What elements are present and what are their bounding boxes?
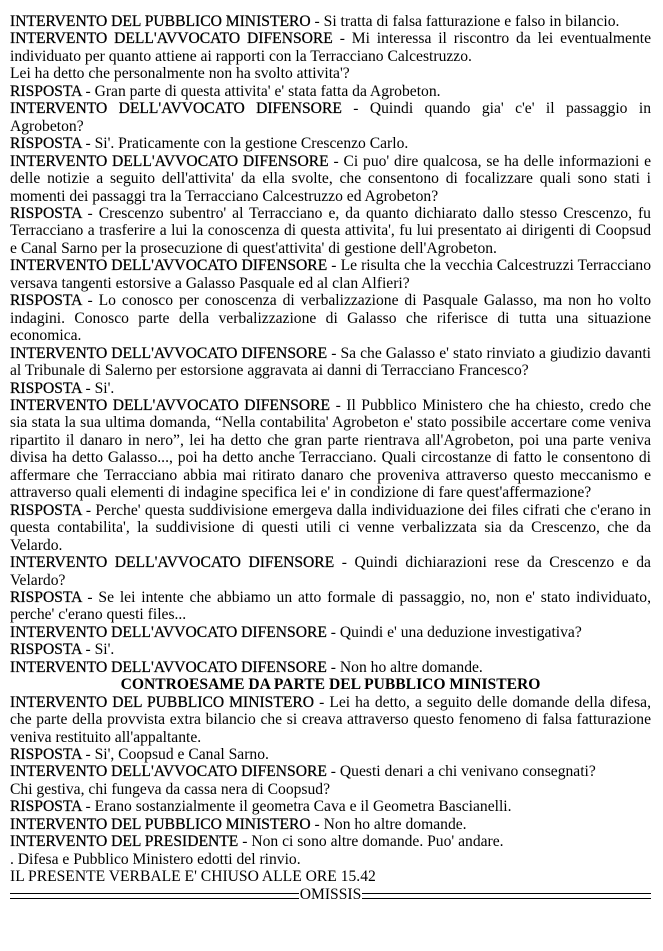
- question-paragraph: [10, 100, 651, 135]
- speaker-label: INTERVENTO DELL'AVVOCATO DIFENSORE: [10, 396, 331, 414]
- utterance-text: Lo conosco per conoscenza di verbalizzazione di Pasquale Galasso, ma non ho volto indagini. Conosco parte della verbalizzazione di Galasso che riferisce di tutta una situazione economica.: [10, 292, 651, 345]
- question-paragraph: [10, 554, 651, 589]
- utterance-text: Si', Coopsud e Canal Sarno.: [94, 746, 269, 764]
- speaker-label: RISPOSTA: [10, 798, 82, 816]
- utterance-text: Perche' questa suddivisione emergeva dalla individuazione dei files cifrati che c'erano in questa contabilita', la suddivisione di questi utili ci venne verbalizzata sia da Crescenzo, che da Velardo.: [10, 501, 651, 554]
- speaker-separator: -: [334, 554, 355, 572]
- speaker-label: INTERVENTO DEL PRESIDENTE: [10, 833, 239, 851]
- question-paragraph: [10, 257, 651, 292]
- speaker-label: RISPOSTA: [10, 292, 82, 310]
- speaker-separator: -: [310, 815, 324, 833]
- speaker-separator: -: [81, 379, 95, 397]
- speaker-separator: -: [238, 833, 252, 851]
- utterance-text: Non ho altre domande.: [323, 815, 467, 833]
- speaker-label: INTERVENTO DELL'AVVOCATO DIFENSORE: [10, 30, 333, 48]
- speaker-label: INTERVENTO DEL PUBBLICO MINISTERO: [10, 693, 315, 711]
- speaker-label: RISPOSTA: [10, 588, 82, 606]
- utterance-text: Se lei intente che abbiamo un atto formale di passaggio, no, non e' stato individuato, perche' c'erano questi files...: [10, 588, 651, 624]
- speaker-label: INTERVENTO DEL PUBBLICO MINISTERO: [10, 13, 311, 30]
- utterance-text: Sa che Galasso e' stato rinviato a giudizio davanti al Tribunale di Salerno per estorsione aggravata ai danni di Terracciano Francesco?: [10, 344, 651, 380]
- utterance-text: Quindi e' una deduzione investigativa?: [339, 623, 582, 641]
- speaker-label: INTERVENTO DELL'AVVOCATO DIFENSORE: [10, 152, 329, 170]
- question-paragraph: [10, 345, 651, 380]
- text-paragraph: [10, 781, 651, 798]
- utterance-text: Crescenzo subentro' al Terracciano e, da quanto dichiarato dallo stesso Crescenzo, fu Terracciano a trasferire a lui la conoscenza di questa attivita', fu lui presentato ai dirigenti di Coopsud e Canal Sarno per la prosecuzione di quest'attivita' di gestione dell'Agrobeton.: [10, 204, 651, 257]
- text-paragraph: [10, 65, 651, 82]
- speaker-label: RISPOSTA: [10, 501, 82, 519]
- answer-paragraph: [10, 502, 651, 554]
- speaker-separator: -: [81, 135, 95, 153]
- utterance-text: Quindi quando gia' c'e' il passaggio in Agrobeton?: [10, 100, 651, 135]
- speaker-label: INTERVENTO DELL'AVVOCATO DIFENSORE: [10, 658, 327, 676]
- answer-paragraph: [10, 746, 651, 763]
- utterance-text: Mi interessa il riscontro da lei eventualmente individuato per quanto attiene ai rapporti con la Terracciano Calcestruzzo.: [10, 30, 651, 65]
- speaker-separator: -: [314, 693, 330, 711]
- speaker-separator: -: [81, 746, 95, 764]
- speaker-label: INTERVENTO DELL'AVVOCATO DIFENSORE: [10, 763, 327, 781]
- answer-paragraph: [10, 380, 651, 397]
- answer-paragraph: [10, 589, 651, 624]
- speaker-separator: -: [341, 100, 370, 118]
- question-paragraph: [10, 694, 651, 746]
- speaker-separator: -: [326, 763, 340, 781]
- speaker-label: INTERVENTO DELL'AVVOCATO DIFENSORE: [10, 344, 328, 362]
- question-paragraph: [10, 153, 651, 205]
- utterance-text: Questi denari a chi venivano consegnati?: [339, 763, 596, 781]
- speaker-separator: -: [81, 798, 95, 816]
- utterance-text: Gran parte di questa attivita' e' stata fatta da Agrobeton.: [94, 82, 441, 100]
- speaker-separator: -: [327, 257, 341, 275]
- utterance-text: . Difesa e Pubblico Ministero edotti del rinvio.: [10, 850, 301, 868]
- utterance-text: Non ci sono altre domande. Puo' andare.: [251, 833, 504, 851]
- speaker-separator: -: [330, 396, 347, 414]
- speaker-separator: -: [81, 204, 99, 222]
- utterance-text: Si'.: [94, 379, 115, 397]
- utterance-text: Il Pubblico Ministero che ha chiesto, credo che sia stata la sua ultima domanda, “Nella contabilita' Agrobeton e' stato possibile accertare come veniva ripartito il danaro in nero”, lei ha detto che gran parte rientrava all'Agrobeton, poi una parte veniva divisa ha detto Galasso..., poi ha detto anche Terracciano. Quali circostanze di fatto le consentono di affermare che Terracciano abbia mai ritirato danaro che proveniva attraverso questo meccanismo e attraverso quali elementi di indagine specifica lei e' in condizione di fare quest'affermazione?: [10, 396, 651, 502]
- speaker-separator: -: [81, 641, 95, 659]
- speaker-separator: -: [332, 30, 352, 48]
- question-paragraph: [10, 397, 651, 502]
- question-paragraph: [10, 763, 651, 780]
- speaker-label: INTERVENTO DELL'AVVOCATO DIFENSORE: [10, 257, 328, 275]
- utterance-text: IL PRESENTE VERBALE E' CHIUSO ALLE ORE 15.42: [10, 868, 376, 886]
- utterance-text: Le risulta che la vecchia Calcestruzzi Terracciano versava tangenti estorsive a Galasso Pasquale ed al clan Alfieri?: [10, 257, 651, 292]
- answer-paragraph: [10, 641, 651, 658]
- divider-rule-left: [10, 893, 299, 899]
- question-paragraph: [10, 30, 651, 65]
- transcript-body: [10, 13, 651, 676]
- speaker-label: INTERVENTO DELL'AVVOCATO DIFENSORE: [10, 100, 342, 118]
- question-paragraph: [10, 624, 651, 641]
- speaker-label: RISPOSTA: [10, 379, 82, 397]
- transcript-body-continued: [10, 694, 651, 886]
- question-paragraph: [10, 13, 651, 30]
- speaker-separator: -: [81, 292, 99, 310]
- speaker-label: INTERVENTO DEL PUBBLICO MINISTERO: [10, 815, 311, 833]
- text-paragraph: [10, 868, 651, 885]
- question-paragraph: [10, 816, 651, 833]
- divider-rule-right: [362, 893, 651, 899]
- omissis-divider: [10, 886, 651, 903]
- utterance-text: Erano sostanzialmente il geometra Cava e il Geometra Bascianelli.: [94, 798, 512, 816]
- answer-paragraph: [10, 83, 651, 100]
- utterance-text: Quindi dichiarazioni rese da Crescenzo e da Velardo?: [10, 554, 651, 589]
- utterance-text: Si'.: [94, 641, 115, 659]
- speaker-separator: -: [310, 13, 324, 30]
- speaker-label: RISPOSTA: [10, 746, 82, 764]
- utterance-text: Lei ha detto che personalmente non ha svolto attivita'?: [10, 65, 350, 83]
- speaker-separator: -: [327, 344, 341, 362]
- speaker-separator: -: [328, 152, 344, 170]
- omissis-label: OMISSIS: [299, 885, 362, 903]
- utterance-text: Si tratta di falsa fatturazione e falso in bilancio.: [323, 13, 620, 30]
- utterance-text: Non ho altre domande.: [339, 658, 483, 676]
- utterance-text: Ci puo' dire qualcosa, se ha delle informazioni e delle notizie a seguito dell'attivita' da ella svolte, che consentono di focalizzare quali sono stati i momenti dei passaggi tra la Terracciano Calcestruzzo ed Agrobeton?: [10, 152, 651, 205]
- speaker-label: RISPOSTA: [10, 135, 82, 153]
- speaker-label: RISPOSTA: [10, 204, 82, 222]
- utterance-text: Si'. Praticamente con la gestione Crescenzo Carlo.: [94, 135, 409, 153]
- question-paragraph: [10, 659, 651, 676]
- utterance-text: Chi gestiva, chi fungeva da cassa nera di Coopsud?: [10, 780, 331, 798]
- answer-paragraph: [10, 205, 651, 257]
- speaker-separator: -: [326, 658, 340, 676]
- section-heading: CONTROESAME DA PARTE DEL PUBBLICO MINISTERO: [120, 676, 541, 694]
- answer-paragraph: [10, 292, 651, 344]
- utterance-text: Lei ha detto, a seguito delle domande della difesa, che parte della provvista extra bilancio che si creava attraverso questo fenomeno di falsa fatturazione veniva restituito all'appaltante.: [10, 693, 651, 746]
- speaker-label: INTERVENTO DELL'AVVOCATO DIFENSORE: [10, 623, 327, 641]
- speaker-label: RISPOSTA: [10, 641, 82, 659]
- speaker-label: INTERVENTO DELL'AVVOCATO DIFENSORE: [10, 554, 335, 572]
- speaker-label: RISPOSTA: [10, 82, 82, 100]
- question-paragraph: [10, 833, 651, 850]
- speaker-separator: -: [326, 623, 340, 641]
- speaker-separator: -: [81, 82, 95, 100]
- speaker-separator: -: [81, 501, 96, 519]
- answer-paragraph: [10, 798, 651, 815]
- answer-paragraph: [10, 135, 651, 152]
- text-paragraph: [10, 851, 651, 868]
- speaker-separator: -: [81, 588, 99, 606]
